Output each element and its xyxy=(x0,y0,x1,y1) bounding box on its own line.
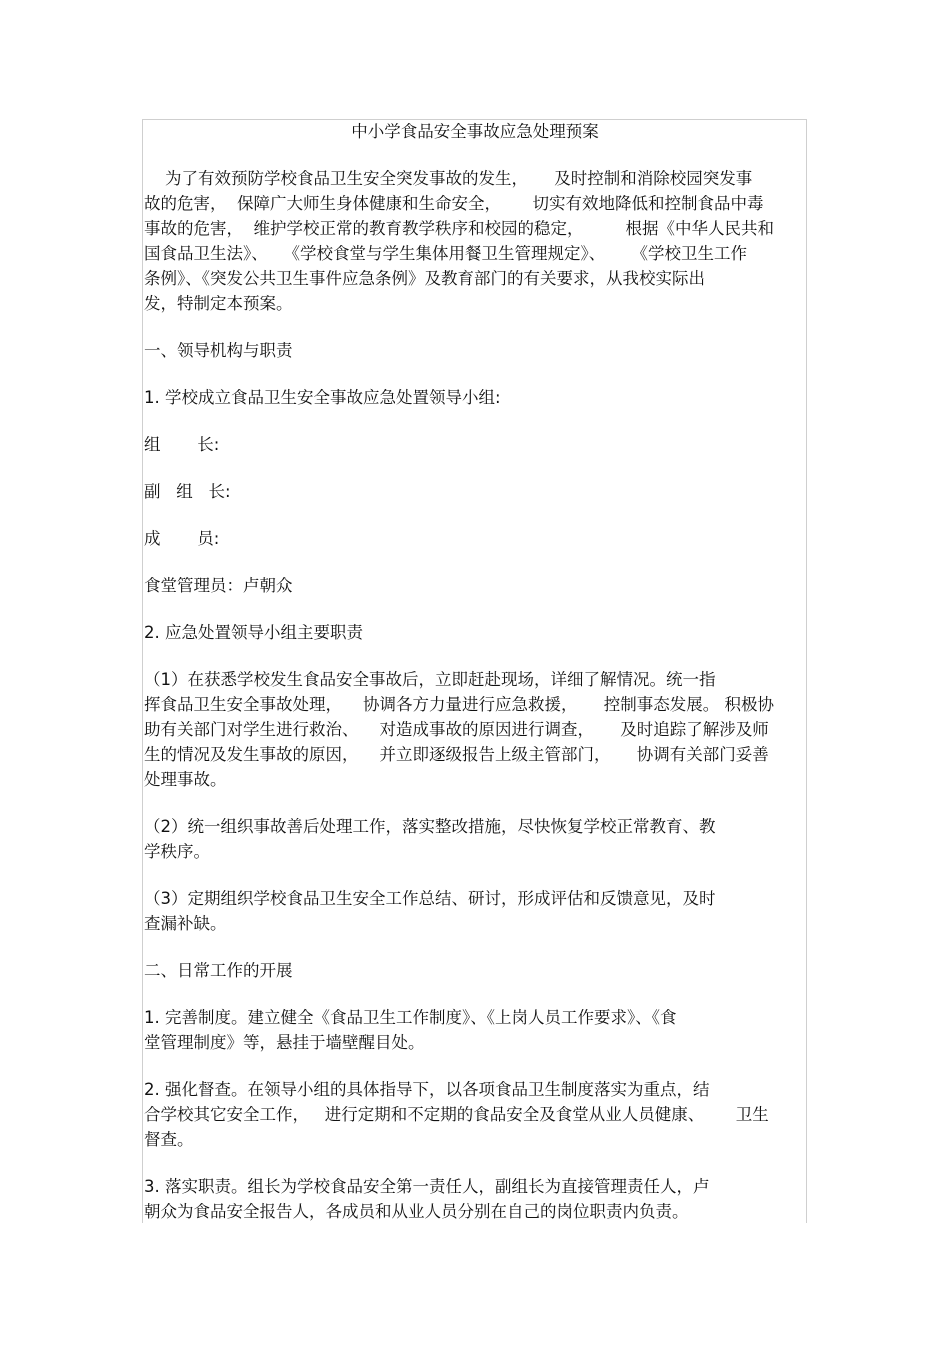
document-title: 中小学食品安全事故应急处理预案 xyxy=(351,122,599,141)
text-line: 2. 强化督查。在领导小组的具体指导下，以各项食品卫生制度落实为重点，结 xyxy=(144,1080,710,1099)
text-line: 朝众为食品安全报告人，各成员和从业人员分别在自己的岗位职责内负责。 xyxy=(144,1202,689,1221)
text-line: 堂管理制度》等，悬挂于墙壁醒目处。 xyxy=(144,1033,425,1052)
text-line: 为了有效预防学校食品卫生安全突发事故的发生， 及时控制和消除校园突发事 xyxy=(144,169,753,188)
section-heading-2: 二、日常工作的开展 xyxy=(144,961,293,980)
duty-paragraph-3 xyxy=(144,886,806,936)
section1-item-1: 1. 学校成立食品卫生安全事故应急处置领导小组: xyxy=(144,388,501,407)
text-line: （1）在获悉学校发生食品安全事故后，立即赶赴现场，详细了解情况。统一指 xyxy=(144,670,716,689)
text-line: 国食品卫生法》、 《学校食堂与学生集体用餐卫生管理规定》、 《学校卫生工作 xyxy=(144,244,747,263)
section2-item-3 xyxy=(144,1174,806,1224)
section-heading-1: 一、领导机构与职责 xyxy=(144,341,293,360)
text-line: 生的情况及发生事故的原因， 并立即逐级报告上级主管部门， 协调有关部门妥善 xyxy=(144,745,769,764)
section1-item-2: 2. 应急处置领导小组主要职责 xyxy=(144,623,363,642)
text-line: 处理事故。 xyxy=(144,770,227,789)
leader-field: 组 长: xyxy=(144,435,220,454)
text-line: 事故的危害， 维护学校正常的教育教学秩序和校园的稳定， 根据《中华人民共和 xyxy=(144,219,774,238)
text-line: 挥食品卫生安全事故处理， 协调各方力量进行应急救援， 控制事态发展。 积极协 xyxy=(144,695,774,714)
text-line: 合学校其它安全工作， 进行定期和不定期的食品安全及食堂从业人员健康、 卫生 xyxy=(144,1105,769,1124)
duty-paragraph-1 xyxy=(144,667,806,792)
text-line: 故的危害， 保障广大师生身体健康和生命安全， 切实有效地降低和控制食品中毒 xyxy=(144,194,764,213)
text-line: 助有关部门对学生进行救治、 对造成事故的原因进行调查， 及时追踪了解涉及师 xyxy=(144,720,769,739)
text-line: 条例》、《突发公共卫生事件应急条例》及教育部门的有关要求，从我校实际出 xyxy=(144,269,705,288)
text-line: 1. 完善制度。建立健全《食品卫生工作制度》、《上岗人员工作要求》、《食 xyxy=(144,1008,677,1027)
text-line: 发，特制定本预案。 xyxy=(144,294,293,313)
text-line: 查漏补缺。 xyxy=(144,914,227,933)
canteen-manager-field: 食堂管理员：卢朝众 xyxy=(144,576,293,595)
text-line: 学秩序。 xyxy=(144,842,210,861)
document-body xyxy=(144,119,806,1246)
text-line: （2）统一组织事故善后处理工作，落实整改措施，尽快恢复学校正常教育、教 xyxy=(144,817,716,836)
text-line: （3）定期组织学校食品卫生安全工作总结、研讨，形成评估和反馈意见，及时 xyxy=(144,889,716,908)
section2-item-1 xyxy=(144,1005,806,1055)
text-line: 3. 落实职责。组长为学校食品安全第一责任人，副组长为直接管理责任人，卢 xyxy=(144,1177,710,1196)
duty-paragraph-2 xyxy=(144,814,806,864)
section2-item-2 xyxy=(144,1077,806,1152)
member-field: 成 员: xyxy=(144,529,220,548)
intro-paragraph xyxy=(144,166,806,316)
deputy-leader-field: 副 组 长: xyxy=(144,482,231,501)
text-line: 督查。 xyxy=(144,1130,194,1149)
